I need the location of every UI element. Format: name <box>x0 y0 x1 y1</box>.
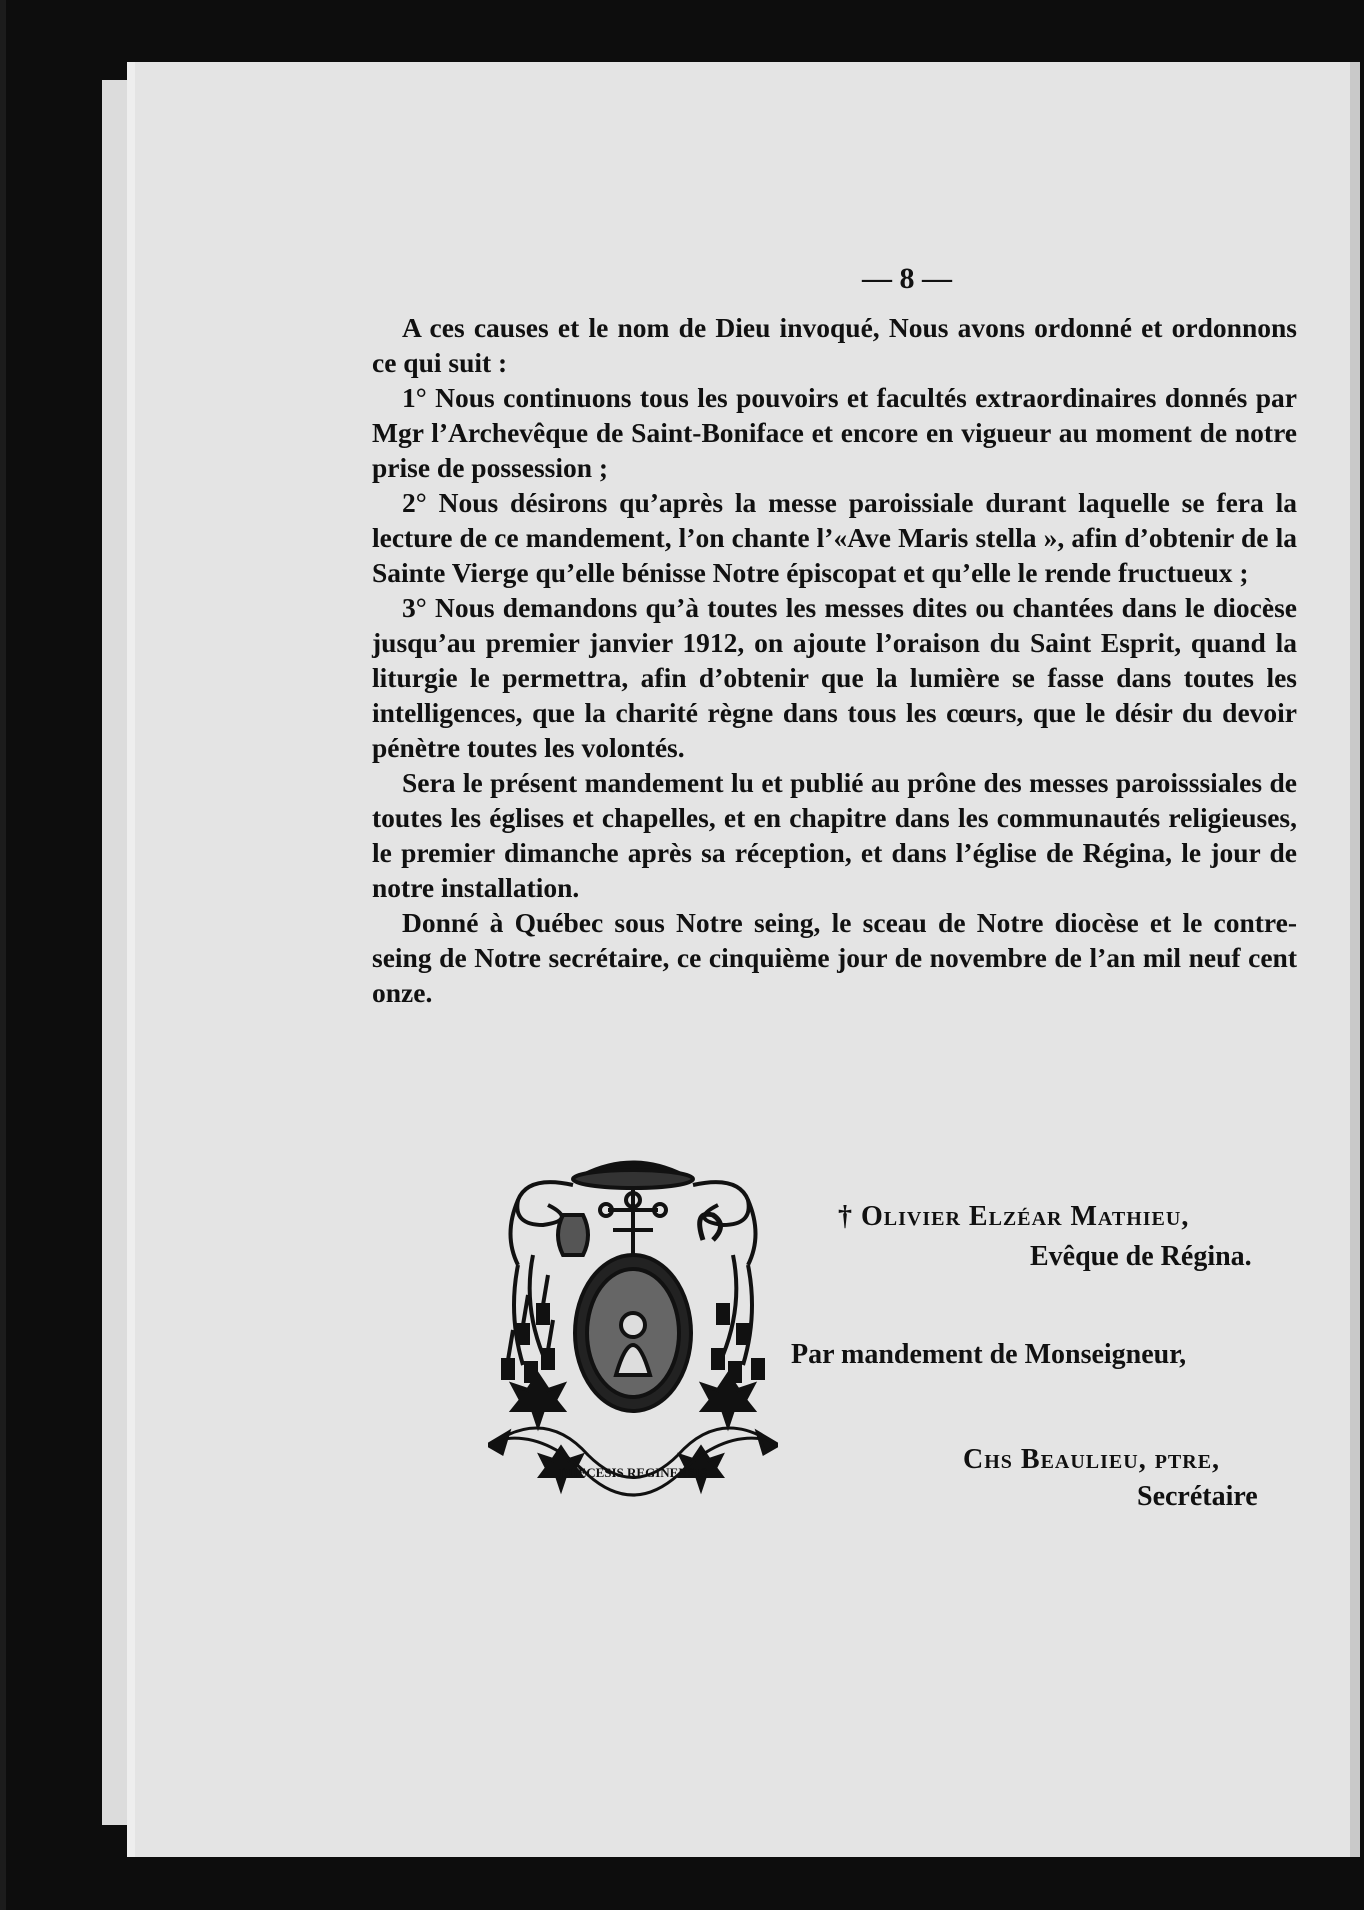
secretary-name <box>963 1441 1220 1479</box>
coat-of-arms-icon <box>488 1155 778 1513</box>
paragraph-article-3: 3° Nous demandons qu’à toutes les messes dites ou chantées dans le diocèse jusqu’au premier janvier 1912, on ajoute l’oraison du Saint Esprit, quand la liturgie le permettra, afin d’obtenir que la lumière se fasse dans toutes les intelligences, que la charité règne dans tous les cœurs, que le désir du devoir pénètre toutes les volontés. <box>372 592 1297 763</box>
scan-edge <box>0 0 6 1910</box>
paragraph-given-at: Donné à Québec sous Notre seing, le sceau de Notre diocèse et le contre-seing de Notre secrétaire, ce cinquième jour de novembre de l’an mil neuf cent onze. <box>372 907 1297 1008</box>
page-fold-shadow <box>1350 62 1360 1857</box>
coat-of-arms-motto: DIŒCESIS REGINENSIS <box>558 1465 708 1480</box>
paragraph-article-2: 2° Nous désirons qu’après la messe paroissiale durant laquelle se fera la lecture de ce mandement, l’on chante l’«Ave Maris stella », afin d’obtenir de la Sainte Vierge qu’elle bénisse Notre épiscopat et qu’elle le rende fructueux ; <box>372 487 1297 588</box>
secretary-name-text: Chs Beaulieu, ptre, <box>963 1444 1221 1475</box>
paragraph-article-1: 1° Nous continuons tous les pouvoirs et facultés extraordinaires donnés par Mgr l’Archevêque de Saint-Boniface et encore en vigueur au moment de notre prise de possession ; <box>372 382 1297 483</box>
paragraph-publication: Sera le présent mandement lu et publié au prône des messes paroisssiales de toutes les églises et chapelles, et en chapitre dans les communautés religieuses, le premier dimanche après sa réception, et dans l’église de Régina, le jour de notre installation. <box>372 767 1297 903</box>
bishop-title: Evêque de Régina. <box>1030 1241 1252 1272</box>
page-number: — 8 — <box>862 262 952 295</box>
bishop-name <box>838 1198 1189 1236</box>
secretary-title: Secrétaire <box>1137 1481 1258 1512</box>
by-order-line: Par mandement de Monseigneur, <box>791 1339 1187 1370</box>
bishop-name-text: † Olivier Elzéar Mathieu, <box>838 1201 1190 1232</box>
paragraph-intro: A ces causes et le nom de Dieu invoqué, Nous avons ordonné et ordonnons ce qui suit : <box>372 312 1297 378</box>
mandement-body <box>372 258 1297 1010</box>
